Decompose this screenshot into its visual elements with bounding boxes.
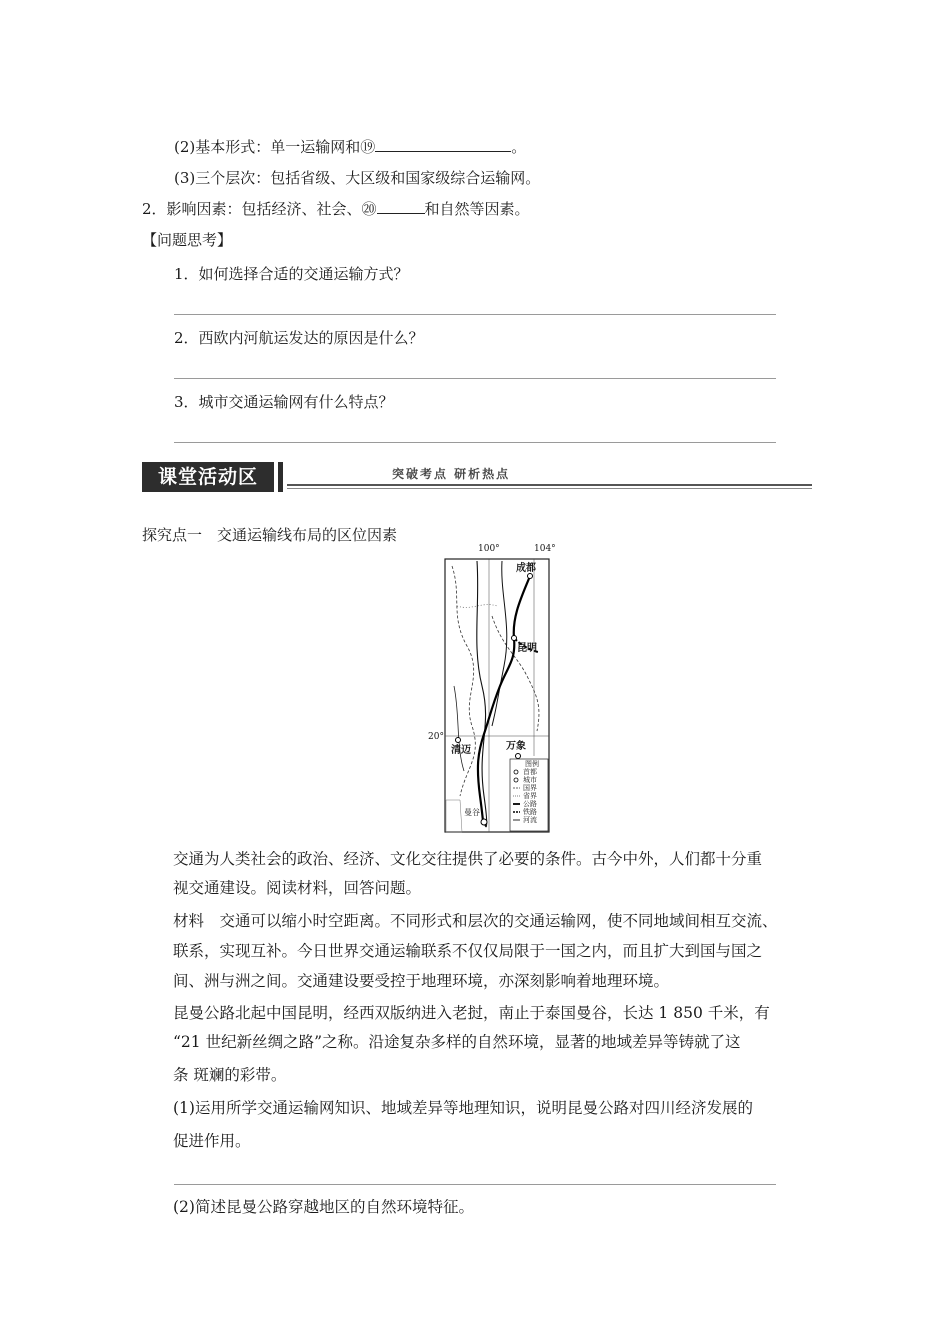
- section-banner: [142, 458, 812, 498]
- marker-kunming: [512, 636, 517, 641]
- map-legend-capital: 首都: [523, 768, 537, 776]
- answer-line-1[interactable]: [174, 314, 776, 315]
- material-line-2: 联系，实现互补。今日世界交通运输联系不仅仅局限于一国之内，而且扩大到国与国之: [173, 942, 763, 960]
- banner-rule-thin: [287, 488, 812, 489]
- answer-blank-19[interactable]: [375, 137, 511, 152]
- intro-line-2: 视交通建设。阅读材料，回答问题。: [173, 879, 422, 897]
- subquestion-2: (2)简述昆曼公路穿越地区的自然环境特征。: [173, 1198, 474, 1216]
- banner-bar: [278, 462, 283, 492]
- road-line-3: 条 斑斓的彩带。: [173, 1066, 287, 1084]
- answer-line-4[interactable]: [174, 1184, 776, 1185]
- material-line-1: 材料 交通可以缩小时空距离。不同形式和层次的交通运输网，使不同地域间相互交流、: [173, 912, 778, 930]
- item-factors-prefix: 2．影响因素：包括经济、社会、⑳: [142, 200, 377, 218]
- map-legend-border: 国界: [523, 784, 537, 792]
- subquestion-1-line-2: 促进作用。: [173, 1132, 251, 1150]
- map-legend-highway: 公路: [523, 800, 537, 808]
- map-label-chiangmai: 清迈: [451, 745, 471, 756]
- item-three-levels: (3)三个层次：包括省级、大区级和国家级综合运输网。: [174, 169, 541, 187]
- subquestion-1-line-1: (1)运用所学交通运输网知识、地域差异等地理知识，说明昆曼公路对四川经济发展的: [173, 1099, 753, 1117]
- banner-rule: [287, 484, 812, 486]
- marker-chiangmai: [456, 738, 461, 743]
- map-label-lon-104: 104°: [534, 544, 556, 554]
- legend-swatch-capital: [514, 770, 518, 774]
- question-1: 1．如何选择合适的交通运输方式？: [174, 265, 409, 283]
- marker-vientiane: [516, 754, 521, 759]
- map-label-lon-100: 100°: [478, 544, 500, 554]
- banner-subtitle: 突破考点 研析热点: [392, 467, 511, 481]
- material-line-3: 间、洲与洲之间。交通建设要受控于地理环境，亦深刻影响着地理环境。: [173, 972, 670, 990]
- item-basic-form-prefix: (2)基本形式：单一运输网和⑲: [174, 138, 376, 156]
- map-legend-title: 图例: [525, 760, 539, 768]
- legend-swatch-city: [514, 778, 518, 782]
- map-legend-province: 省界: [523, 792, 537, 800]
- item-basic-form-suffix: 。: [511, 138, 527, 156]
- intro-line-1: 交通为人类社会的政治、经济、文化交往提供了必要的条件。古今中外，人们都十分重: [173, 850, 763, 868]
- map-legend-city: 城市: [523, 776, 537, 784]
- answer-blank-20[interactable]: [377, 199, 425, 214]
- question-heading: 【问题思考】: [142, 231, 233, 249]
- question-2: 2．西欧内河航运发达的原因是什么？: [174, 329, 424, 347]
- answer-line-2[interactable]: [174, 378, 776, 379]
- map-label-chengdu: 成都: [516, 563, 536, 574]
- marker-bangkok: [481, 819, 487, 825]
- item-factors: [142, 198, 530, 220]
- map-label-vientiane: 万象: [506, 741, 526, 752]
- item-basic-form: [174, 136, 526, 158]
- map-legend-railway: 铁路: [523, 808, 537, 816]
- map-label-lat-20: 20°: [428, 732, 444, 742]
- map-legend-river: 河流: [523, 816, 537, 824]
- map-label-bangkok: 曼谷: [464, 808, 480, 817]
- road-line-1: 昆曼公路北起中国昆明，经西双版纳进入老挝，南止于泰国曼谷，长达 1 850 千米，有: [173, 1004, 770, 1022]
- road-line-2: “21 世纪新丝绸之路”之称。沿途复杂多样的自然环境，显著的地域差异等铸就了这: [173, 1033, 741, 1051]
- map-label-kunming: 昆明: [517, 643, 537, 654]
- question-3: 3．城市交通运输网有什么特点？: [174, 393, 394, 411]
- item-factors-suffix: 和自然等因素。: [424, 200, 530, 218]
- banner-title: 课堂活动区: [142, 462, 274, 492]
- explore-heading: 探究点一 交通运输线布局的区位因素: [142, 526, 398, 544]
- answer-line-3[interactable]: [174, 442, 776, 443]
